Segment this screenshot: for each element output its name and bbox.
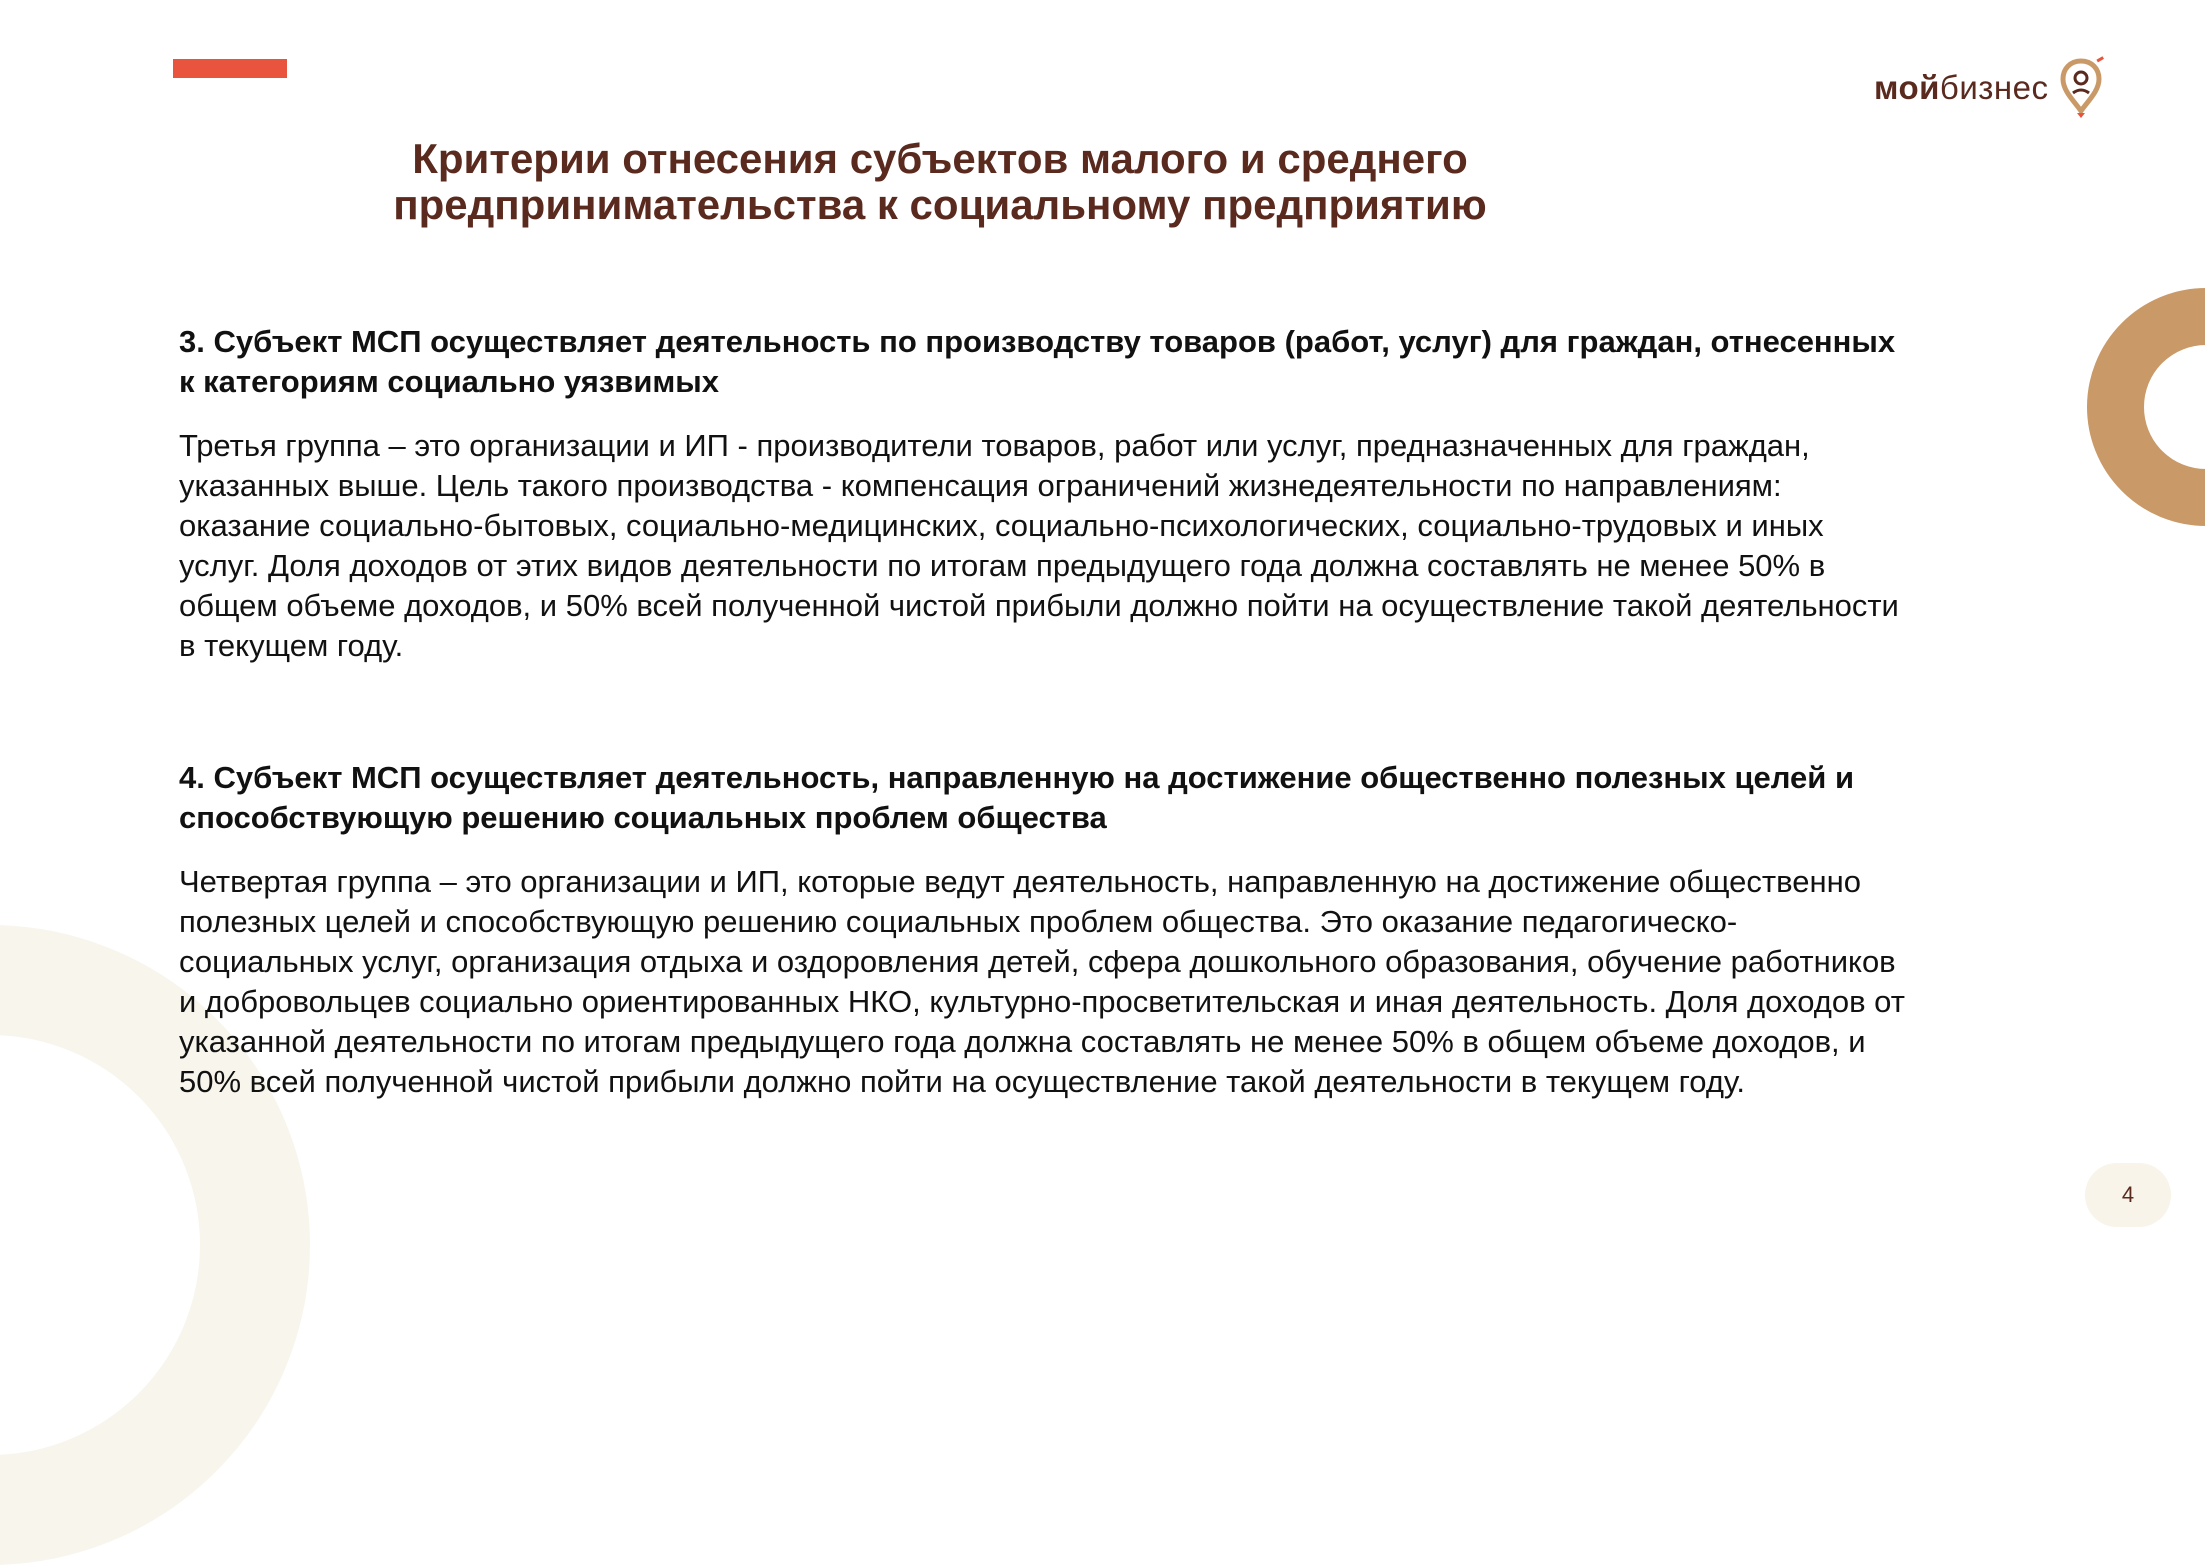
title-line-2: предпринимательства к социальному предприятию — [393, 181, 1487, 228]
brand-logo — [1874, 55, 2106, 119]
decorative-ring-right — [2087, 288, 2205, 526]
title-line-1: Критерии отнесения субъектов малого и среднего — [412, 135, 1468, 182]
section-heading: 3. Субъект МСП осуществляет деятельность по производству товаров (работ, услуг) для граждан, отнесенных к категориям социально уязвимых — [179, 324, 1896, 399]
section-criterion-4 — [179, 758, 1909, 1102]
page-number: 4 — [2085, 1163, 2171, 1227]
logo-text — [1874, 68, 2049, 106]
slide-title — [280, 136, 1600, 228]
section-body: Третья группа – это организации и ИП - производители товаров, работ или услуг, предназначенных для граждан, указанных выше. Цель такого производства - компенсация ограничений жизнедеятельности по направлениям: оказание социально-бытовых, социально-медицинских, социально-психологических, социально-трудовых и иных услуг. Доля доходов от этих видов деятельности по итогам предыдущего года должна составлять не менее 50% в общем объеме доходов, и 50% всей полученной чистой прибыли должно пойти на осуществление такой деятельности в текущем году. — [179, 428, 1899, 663]
section-criterion-3 — [179, 322, 1909, 666]
logo-text-light: бизнес — [1939, 68, 2049, 106]
section-heading: 4. Субъект МСП осуществляет деятельность, направленную на достижение общественно полезных целей и способствующую решению социальных проблем общества — [179, 760, 1855, 835]
map-pin-icon — [2060, 55, 2106, 119]
logo-text-bold: мой — [1874, 68, 1940, 106]
section-body: Четвертая группа – это организации и ИП, которые ведут деятельность, направленную на достижение общественно полезных целей и способствующую решению социальных проблем общества. Это оказание педагогическо-социальных услуг, организация отдыха и оздоровления детей, сфера дошкольного образования, обучение работников и добровольцев социально ориентированных НКО, культурно-просветительская и иная деятельность. Доля доходов от указанной деятельности по итогам предыдущего года должна составлять не менее 50% в общем объеме доходов, и 50% всей полученной чистой прибыли должно пойти на осуществление такой деятельности в текущем году. — [179, 864, 1905, 1099]
accent-bar — [173, 59, 287, 78]
